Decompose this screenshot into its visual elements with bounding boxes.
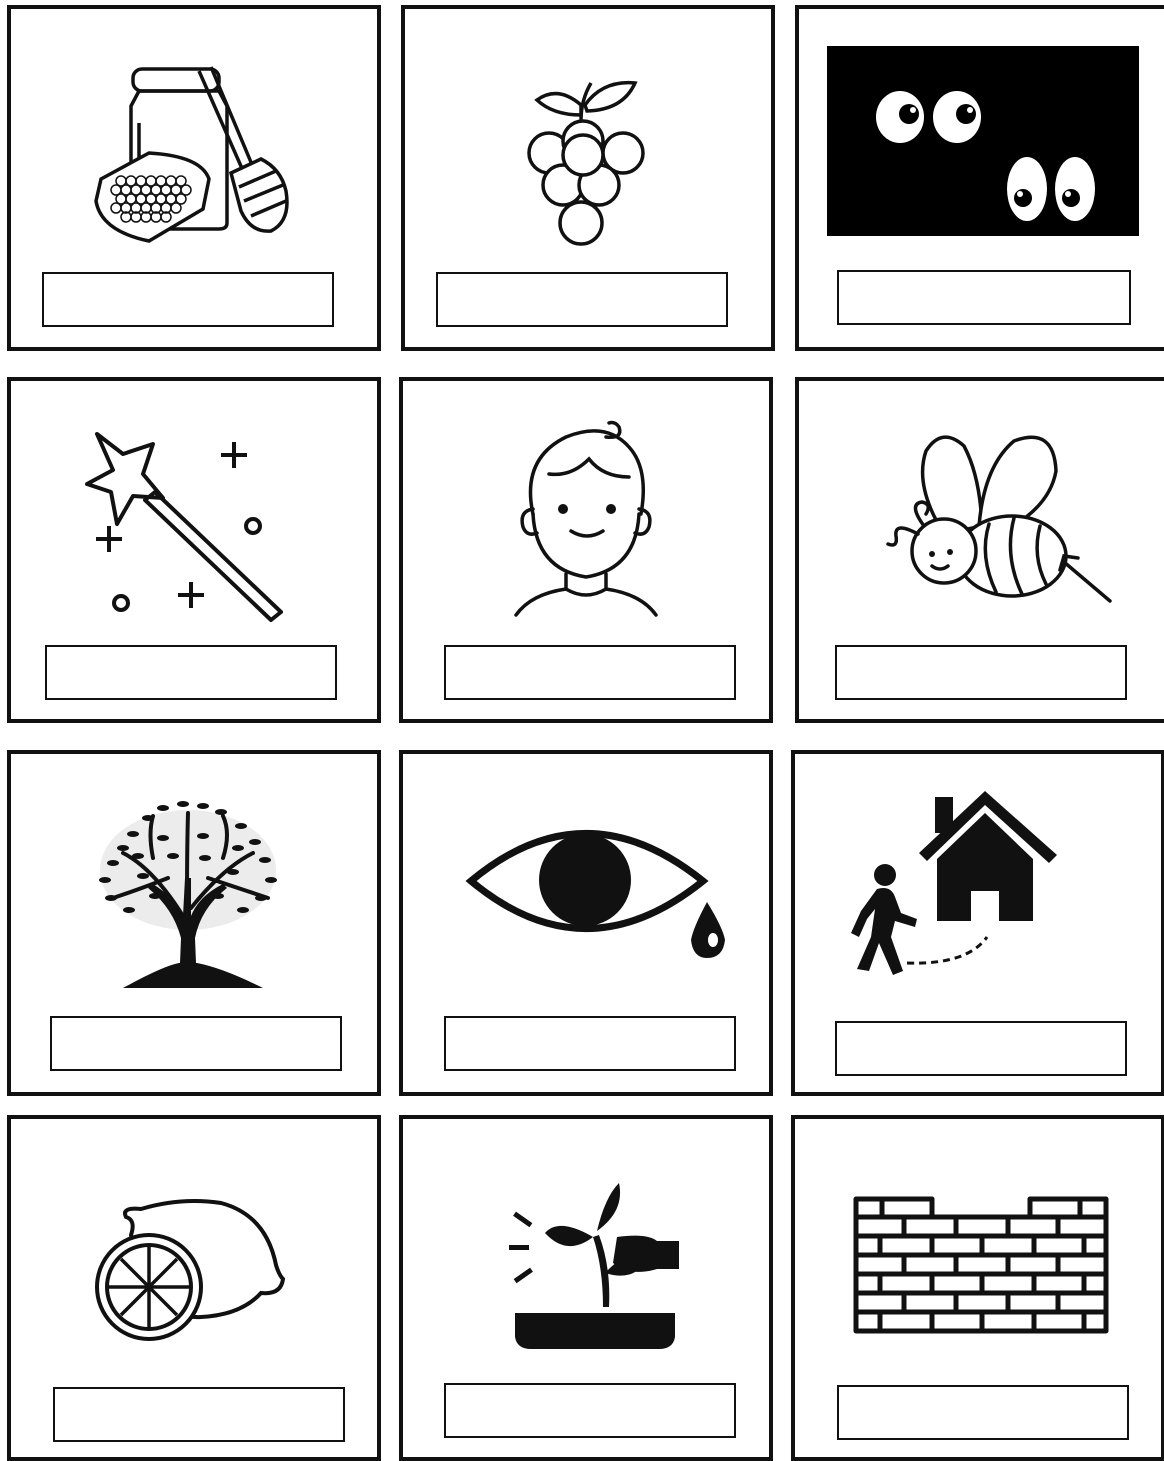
answer-box[interactable]	[45, 645, 337, 700]
answer-box[interactable]	[436, 272, 728, 327]
answer-box[interactable]	[444, 645, 736, 700]
grapes-icon	[523, 75, 653, 250]
answer-box[interactable]	[835, 645, 1127, 700]
picture-card-planting-seedling	[399, 1115, 773, 1461]
tree-icon	[93, 798, 283, 993]
picture-card-bee	[795, 377, 1164, 723]
picture-card-boy-face	[399, 377, 773, 723]
picture-card-grapes	[401, 5, 775, 351]
answer-box[interactable]	[50, 1016, 342, 1071]
answer-box[interactable]	[444, 1383, 736, 1438]
picture-card-walking-home	[791, 750, 1164, 1096]
answer-box[interactable]	[444, 1016, 736, 1071]
answer-box[interactable]	[837, 270, 1131, 325]
brick-wall-icon	[852, 1193, 1112, 1335]
picture-card-crying-eye	[399, 750, 773, 1096]
picture-card-tree	[7, 750, 381, 1096]
answer-box[interactable]	[42, 272, 334, 327]
magic-wand-icon	[83, 426, 293, 626]
boy-face-icon	[511, 419, 661, 619]
honey-jar-icon	[81, 61, 301, 251]
answer-box[interactable]	[835, 1021, 1127, 1076]
bee-icon	[884, 426, 1119, 606]
answer-box[interactable]	[837, 1385, 1129, 1440]
picture-card-magic-wand	[7, 377, 381, 723]
eyes-in-dark-icon	[827, 46, 1139, 236]
picture-card-lemon	[7, 1115, 381, 1461]
answer-box[interactable]	[53, 1387, 345, 1442]
picture-card-honey	[7, 5, 381, 351]
lemon-icon	[91, 1195, 291, 1355]
walking-home-icon	[847, 787, 1062, 982]
picture-card-brick-wall	[791, 1115, 1164, 1461]
picture-card-eyes-in-dark	[795, 5, 1164, 351]
planting-seedling-icon	[509, 1177, 689, 1353]
crying-eye-icon	[467, 816, 732, 961]
